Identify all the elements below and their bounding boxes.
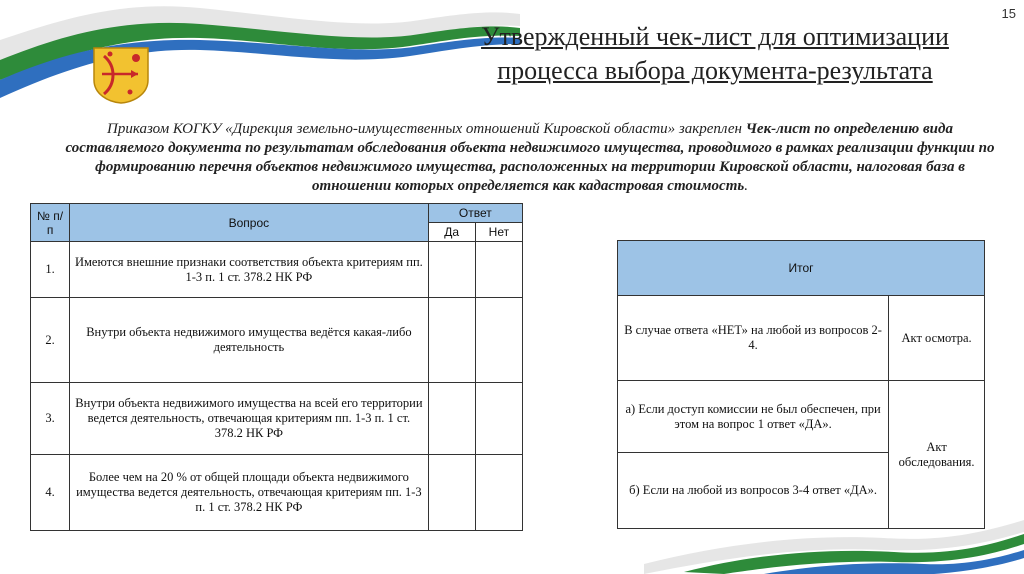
row-num: 3. [31,383,70,455]
row-num: 1. [31,242,70,298]
slide-number: 15 [1001,6,1016,21]
table-row [31,455,523,531]
result-table [617,240,985,529]
table-row [618,296,985,381]
row-question: Внутри объекта недвижимого имущества на всей его территории ведется деятельность, отвечающая критериям пп. 1-3 п. 1 ст. 378.2 НК РФ [70,383,428,455]
answer-yes-cell[interactable] [428,383,475,455]
answer-no-cell[interactable] [475,383,522,455]
result-condition-3: б) Если на любой из вопросов 3-4 ответ «ДА». [618,453,889,529]
intro-normal-text: Приказом КОГКУ «Дирекция земельно-имущественных отношений Кировской области» закреплен [107,121,746,137]
result-condition-1: В случае ответа «НЕТ» на любой из вопросов 2-4. [618,296,889,381]
table-row [31,298,523,383]
answer-yes-cell[interactable] [428,455,475,531]
answer-no-cell[interactable] [475,455,522,531]
col-header-num: № п/п [31,204,70,242]
checklist-table [30,203,523,531]
col-header-question: Вопрос [70,204,428,242]
result-outcome-2: Акт обследования. [889,381,985,529]
answer-yes-cell[interactable] [428,298,475,383]
answer-no-cell[interactable] [475,298,522,383]
col-header-no: Нет [475,223,522,242]
row-question: Внутри объекта недвижимого имущества ведётся какая-либо деятельность [70,298,428,383]
slide-title [420,20,1010,88]
col-header-yes: Да [428,223,475,242]
row-num: 4. [31,455,70,531]
table-row [31,383,523,455]
title-line-1: Утвержденный чек-лист для оптимизации [481,22,949,51]
kirov-emblem-icon [90,46,152,104]
row-num: 2. [31,298,70,383]
answer-yes-cell[interactable] [428,242,475,298]
answer-no-cell[interactable] [475,242,522,298]
intro-bold-text: Чек-лист по определению вида составляемого документа по результатам обследования объекта недвижимого имущества, проводимого в рамках реализации функции по формированию перечня объектов недвижимого имущества, расположенных на территории Кировской области, налоговая база в отношении которых определяется как кадастровая стоимость [65,121,995,194]
title-line-2: процесса выбора документа-результата [497,56,933,85]
intro-end-text: . [744,178,748,194]
col-header-answer: Ответ [428,204,522,223]
row-question: Имеются внешние признаки соответствия объекта критериям пп. 1-3 п. 1 ст. 378.2 НК РФ [70,242,428,298]
intro-paragraph [60,120,1000,196]
result-outcome-1: Акт осмотра. [889,296,985,381]
table-row [618,381,985,453]
result-header: Итог [618,241,985,296]
table-row [31,242,523,298]
result-condition-2: а) Если доступ комиссии не был обеспечен, при этом на вопрос 1 ответ «ДА». [618,381,889,453]
row-question: Более чем на 20 % от общей площади объекта недвижимого имущества ведется деятельность, отвечающая критериям пп. 1-3 п. 1 ст. 378.2 НК РФ [70,455,428,531]
